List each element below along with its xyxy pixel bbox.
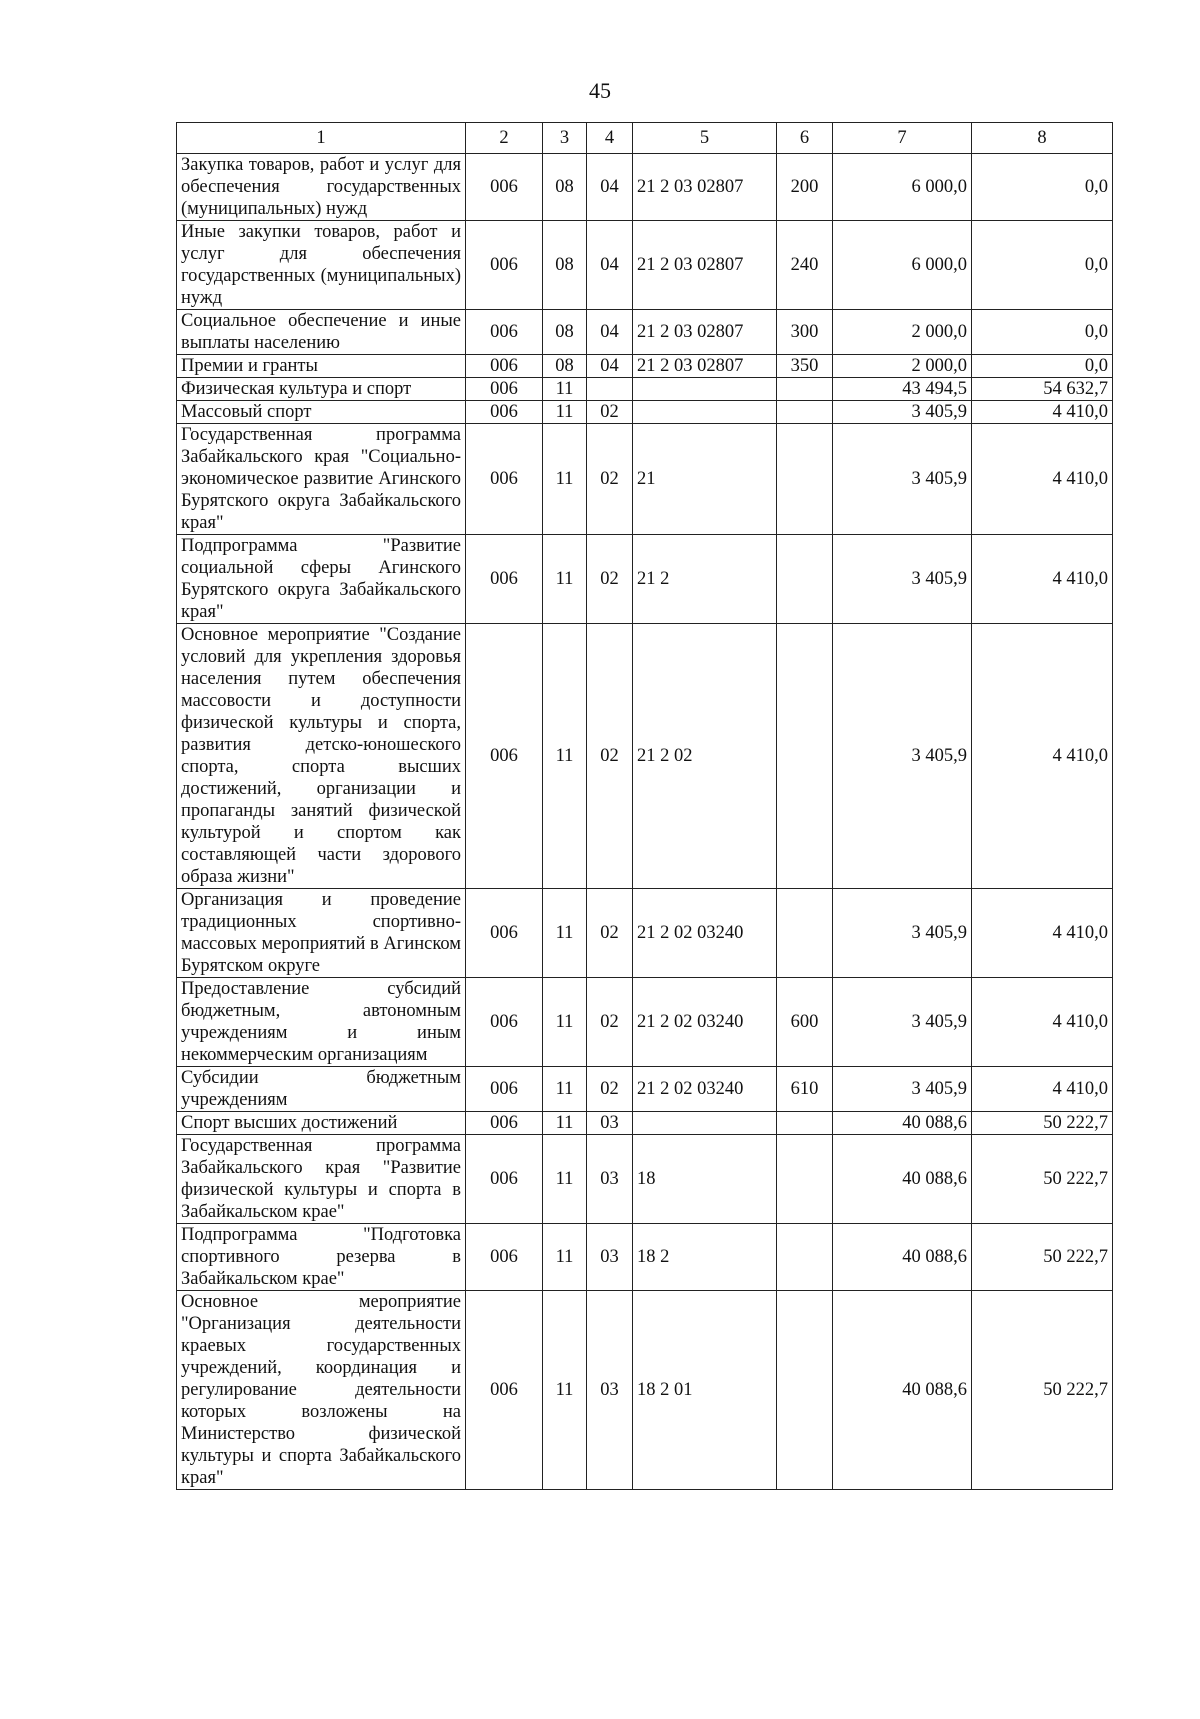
- amount-year1: 3 405,9: [833, 889, 972, 978]
- section-code: 08: [543, 355, 587, 378]
- subsection-code: 03: [587, 1135, 633, 1224]
- amount-year1: 40 088,6: [833, 1135, 972, 1224]
- subsection-code: 02: [587, 1067, 633, 1112]
- table-row: [177, 1224, 1113, 1291]
- table-row: [177, 1112, 1113, 1135]
- table-row: [177, 889, 1113, 978]
- expense-type-code: [777, 378, 833, 401]
- row-name: Организация и проведение традиционных спортивно-массовых мероприятий в Агинском Бурятском округе: [177, 889, 466, 978]
- ministry-code: 006: [466, 624, 543, 889]
- row-name: Подпрограмма "Развитие социальной сферы Агинского Бурятского округа Забайкальского края": [177, 535, 466, 624]
- target-item-code: 21: [633, 424, 777, 535]
- expense-type-code: [777, 1135, 833, 1224]
- table-row: [177, 1067, 1113, 1112]
- section-code: 08: [543, 154, 587, 221]
- amount-year1: 3 405,9: [833, 1067, 972, 1112]
- subsection-code: 04: [587, 154, 633, 221]
- table-row: [177, 624, 1113, 889]
- amount-year1: 3 405,9: [833, 535, 972, 624]
- expense-type-code: 350: [777, 355, 833, 378]
- target-item-code: 21 2 02 03240: [633, 1067, 777, 1112]
- table-row: [177, 1135, 1113, 1224]
- section-code: 11: [543, 378, 587, 401]
- expense-type-code: [777, 401, 833, 424]
- amount-year1: 43 494,5: [833, 378, 972, 401]
- target-item-code: 21 2 03 02807: [633, 221, 777, 310]
- target-item-code: 21 2 03 02807: [633, 154, 777, 221]
- page-number: 45: [589, 78, 611, 103]
- section-code: 08: [543, 221, 587, 310]
- subsection-code: 03: [587, 1224, 633, 1291]
- table-row: [177, 401, 1113, 424]
- subsection-code: 03: [587, 1112, 633, 1135]
- target-item-code: [633, 378, 777, 401]
- row-name: Основное мероприятие "Организация деятельности краевых государственных учреждений, координация и регулирование деятельности которых возложены на Министерство физической культуры и спорта Забайкальского края": [177, 1291, 466, 1490]
- section-code: 11: [543, 535, 587, 624]
- table-row: [177, 310, 1113, 355]
- amount-year2: 4 410,0: [972, 401, 1113, 424]
- subsection-code: 02: [587, 624, 633, 889]
- section-code: 11: [543, 1135, 587, 1224]
- amount-year2: 0,0: [972, 221, 1113, 310]
- table-row: [177, 221, 1113, 310]
- section-code: 11: [543, 1112, 587, 1135]
- table-row: [177, 355, 1113, 378]
- target-item-code: [633, 1112, 777, 1135]
- ministry-code: 006: [466, 1135, 543, 1224]
- row-name: Массовый спорт: [177, 401, 466, 424]
- amount-year2: 4 410,0: [972, 978, 1113, 1067]
- row-name: Субсидии бюджетным учреждениям: [177, 1067, 466, 1112]
- ministry-code: 006: [466, 978, 543, 1067]
- target-item-code: 21 2 03 02807: [633, 355, 777, 378]
- target-item-code: 21 2 02 03240: [633, 889, 777, 978]
- expense-type-code: [777, 1224, 833, 1291]
- column-header: 6: [777, 123, 833, 154]
- row-name: Государственная программа Забайкальского края "Развитие физической культуры и спорта в Забайкальском крае": [177, 1135, 466, 1224]
- expense-type-code: 600: [777, 978, 833, 1067]
- amount-year2: 4 410,0: [972, 424, 1113, 535]
- amount-year2: 4 410,0: [972, 535, 1113, 624]
- expense-type-code: [777, 889, 833, 978]
- amount-year2: 0,0: [972, 355, 1113, 378]
- table-row: [177, 154, 1113, 221]
- ministry-code: 006: [466, 221, 543, 310]
- row-name: Подпрограмма "Подготовка спортивного резерва в Забайкальском крае": [177, 1224, 466, 1291]
- subsection-code: 04: [587, 310, 633, 355]
- expense-type-code: 610: [777, 1067, 833, 1112]
- budget-table: [176, 122, 1113, 1490]
- column-header: 3: [543, 123, 587, 154]
- table-row: [177, 978, 1113, 1067]
- amount-year2: 4 410,0: [972, 1067, 1113, 1112]
- amount-year1: 40 088,6: [833, 1112, 972, 1135]
- amount-year2: 4 410,0: [972, 889, 1113, 978]
- column-header: 8: [972, 123, 1113, 154]
- section-code: 11: [543, 1224, 587, 1291]
- column-header: 2: [466, 123, 543, 154]
- expense-type-code: [777, 624, 833, 889]
- subsection-code: 04: [587, 221, 633, 310]
- row-name: Государственная программа Забайкальского края "Социально-экономическое развитие Агинского Бурятского округа Забайкальского края": [177, 424, 466, 535]
- row-name: Физическая культура и спорт: [177, 378, 466, 401]
- amount-year2: 0,0: [972, 310, 1113, 355]
- table-row: [177, 378, 1113, 401]
- subsection-code: 02: [587, 535, 633, 624]
- ministry-code: 006: [466, 889, 543, 978]
- subsection-code: 02: [587, 978, 633, 1067]
- subsection-code: 02: [587, 889, 633, 978]
- section-code: 11: [543, 1291, 587, 1490]
- amount-year1: 40 088,6: [833, 1291, 972, 1490]
- target-item-code: 21 2 03 02807: [633, 310, 777, 355]
- amount-year1: 3 405,9: [833, 401, 972, 424]
- subsection-code: 03: [587, 1291, 633, 1490]
- table-row: [177, 424, 1113, 535]
- ministry-code: 006: [466, 424, 543, 535]
- ministry-code: 006: [466, 401, 543, 424]
- row-name: Закупка товаров, работ и услуг для обеспечения государственных (муниципальных) нужд: [177, 154, 466, 221]
- amount-year2: 50 222,7: [972, 1135, 1113, 1224]
- ministry-code: 006: [466, 1224, 543, 1291]
- expense-type-code: 240: [777, 221, 833, 310]
- amount-year1: 2 000,0: [833, 355, 972, 378]
- expense-type-code: [777, 1291, 833, 1490]
- amount-year1: 6 000,0: [833, 154, 972, 221]
- target-item-code: [633, 401, 777, 424]
- target-item-code: 21 2 02 03240: [633, 978, 777, 1067]
- subsection-code: 02: [587, 401, 633, 424]
- amount-year2: 0,0: [972, 154, 1113, 221]
- amount-year1: 3 405,9: [833, 978, 972, 1067]
- table-row: [177, 1291, 1113, 1490]
- column-header: 4: [587, 123, 633, 154]
- amount-year2: 50 222,7: [972, 1224, 1113, 1291]
- amount-year2: 50 222,7: [972, 1291, 1113, 1490]
- target-item-code: 18: [633, 1135, 777, 1224]
- expense-type-code: [777, 424, 833, 535]
- ministry-code: 006: [466, 154, 543, 221]
- header-row: [177, 123, 1113, 154]
- ministry-code: 006: [466, 355, 543, 378]
- section-code: 08: [543, 310, 587, 355]
- amount-year1: 3 405,9: [833, 624, 972, 889]
- target-item-code: 21 2: [633, 535, 777, 624]
- section-code: 11: [543, 424, 587, 535]
- row-name: Социальное обеспечение и иные выплаты населению: [177, 310, 466, 355]
- target-item-code: 18 2: [633, 1224, 777, 1291]
- column-header: 5: [633, 123, 777, 154]
- subsection-code: 02: [587, 424, 633, 535]
- section-code: 11: [543, 978, 587, 1067]
- amount-year1: 6 000,0: [833, 221, 972, 310]
- row-name: Предоставление субсидий бюджетным, автономным учреждениям и иным некоммерческим организациям: [177, 978, 466, 1067]
- expense-type-code: 300: [777, 310, 833, 355]
- amount-year1: 2 000,0: [833, 310, 972, 355]
- row-name: Премии и гранты: [177, 355, 466, 378]
- target-item-code: 18 2 01: [633, 1291, 777, 1490]
- target-item-code: 21 2 02: [633, 624, 777, 889]
- ministry-code: 006: [466, 310, 543, 355]
- column-header: 7: [833, 123, 972, 154]
- row-name: Спорт высших достижений: [177, 1112, 466, 1135]
- ministry-code: 006: [466, 1067, 543, 1112]
- ministry-code: 006: [466, 535, 543, 624]
- ministry-code: 006: [466, 1112, 543, 1135]
- section-code: 11: [543, 624, 587, 889]
- expense-type-code: 200: [777, 154, 833, 221]
- subsection-code: [587, 378, 633, 401]
- amount-year2: 54 632,7: [972, 378, 1113, 401]
- expense-type-code: [777, 1112, 833, 1135]
- ministry-code: 006: [466, 378, 543, 401]
- amount-year2: 4 410,0: [972, 624, 1113, 889]
- column-header: 1: [177, 123, 466, 154]
- section-code: 11: [543, 889, 587, 978]
- expense-type-code: [777, 535, 833, 624]
- section-code: 11: [543, 401, 587, 424]
- row-name: Иные закупки товаров, работ и услуг для обеспечения государственных (муниципальных) нужд: [177, 221, 466, 310]
- subsection-code: 04: [587, 355, 633, 378]
- section-code: 11: [543, 1067, 587, 1112]
- amount-year2: 50 222,7: [972, 1112, 1113, 1135]
- ministry-code: 006: [466, 1291, 543, 1490]
- row-name: Основное мероприятие "Создание условий для укрепления здоровья населения путем обеспечения массовости и доступности физической культуры и спорта, развития детско-юношеского спорта, спорта высших достижений, организации и пропаганды занятий физической культурой и спортом как составляющей части здорового образа жизни": [177, 624, 466, 889]
- amount-year1: 3 405,9: [833, 424, 972, 535]
- amount-year1: 40 088,6: [833, 1224, 972, 1291]
- table-row: [177, 535, 1113, 624]
